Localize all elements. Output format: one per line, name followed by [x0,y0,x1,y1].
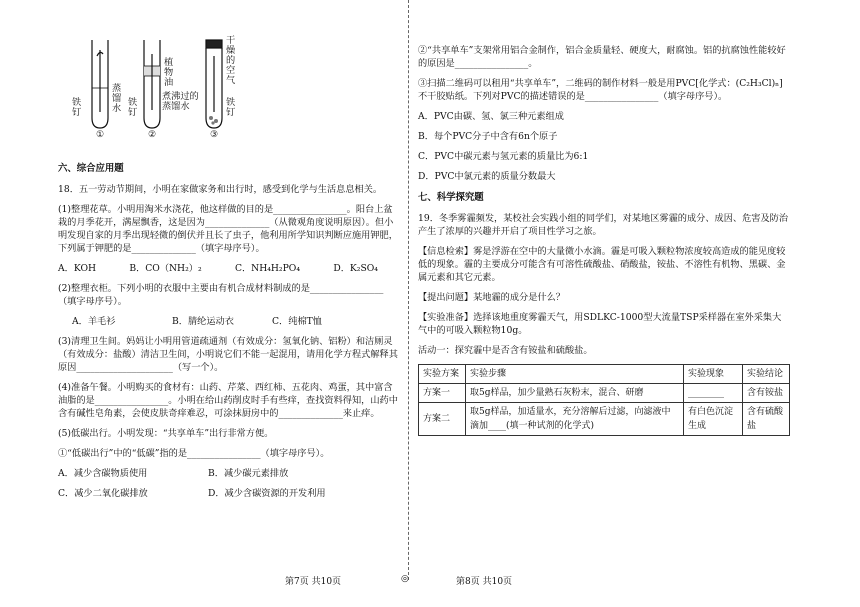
option-c: C．纯棉T恤 [272,316,322,327]
table-cell: 方案二 [419,403,466,436]
option-b: B．CO（NH₂）₂ [129,263,202,274]
experiment-table [418,364,790,436]
q19-prep: 【实验准备】选择该地重度雾霾天气，用SDLKC-1000型大流量TSP采样器在室外采集大气中的可吸入颗粒物10g。 [418,312,782,336]
label-nail-2: 铁 钉 [128,97,138,118]
table-row [419,384,790,403]
left-column [58,0,398,507]
q18-part5a-options-row1 [58,467,398,480]
label-distilled-water: 蒸 馏 水 [112,83,122,114]
table-header-row [419,365,790,384]
pvc-option-c: C．PVC中碳元素与氢元素的质量比为6:1 [418,151,589,162]
q18-part5a-options-row2 [58,487,398,500]
pvc-option-d: D．PVC中氯元素的质量分数最大 [418,171,556,182]
q18-part5: (5)低碳出行。小明发现：“共享单车”出行非常方便。 [58,428,274,439]
q18-part5c: ③扫描二维码可以租用“共享单车”，二维码的制作材料一般是用PVC[化学式：(C₂H₃Cl)ₙ]不干胶贴纸。下列对PVC的描述错误的是________________（填字母序号）。 [418,78,783,102]
option-a: A．羊毛衫 [72,316,116,327]
q18-part3: (3)清理卫生间。妈妈让小明用管道疏通剂（有效成分：氢氧化钠、铝粉）和洁厕灵（有效成分：盐酸）清洁卫生间，小明说它们不能一起混用，请用化学方程式解释其原因_____________________（写一个）。 [58,336,398,373]
label-nail-1: 铁 钉 [72,97,82,118]
footer-left-page: 第7页 共10页 [285,577,342,587]
label-tube-1: ① [96,129,105,140]
option-c: C．减少二氧化碳排放 [58,488,148,499]
q19-intro: 19．冬季雾霾频发，某校社会实践小组的同学们，对某地区雾霾的成分、成因、危害及防治产生了浓厚的兴趣并开启了项目性学习之旅。 [418,213,789,237]
q18-part2-options [58,315,398,328]
q18-part5a: ①“低碳出行”中的“低碳”指的是________________（填字母序号）。 [58,448,330,459]
tube-2 [144,40,160,128]
label-tube-2: ② [148,129,157,140]
label-dry-air: 干 燥 的 空 气 [226,35,236,86]
q19-activity1: 活动一：探究霾中是否含有铵盐和硫酸盐。 [418,345,593,356]
q19-info: 【信息检索】雾是浮游在空中的大量微小水滴。霾是可吸入颗粒物浓度较高造成的能见度较低的现象。霾的主要成分可能含有可溶性硫酸盐、硝酸盐，铵盐、不溶性有机物、黑碳、金属元素和其它元素。 [418,246,786,283]
section-7-heading: 七、科学探究题 [418,192,484,203]
table-cell: 取5g样品，加少量熟石灰粉末，混合、研磨 [466,384,684,403]
option-d: D．减少含碳资源的开发利用 [208,488,326,499]
q18-part4: (4)准备午餐。小明购买的食材有：山药、芹菜、西红柿、五花肉、鸡蛋，其中富含油脂的是________________。小明在给山药削皮时手有些痒，查找资料得知，山药中含有碱性皂角素，会使皮肤奇痒难忍，可涂抹厨房中的______________来止痒。 [58,382,398,419]
table-cell: 含有铵盐 [743,384,790,403]
q18-intro: 18．五一劳动节期间，小明在家做家务和出行时，感受到化学与生活息息相关。 [58,184,383,195]
pvc-option-b: B．每个PVC分子中含有6n个原子 [418,131,558,142]
table-cell: 含有硫酸盐 [743,403,790,436]
option-a: A．减少含碳物质使用 [58,468,148,479]
test-tube-figure [58,0,398,148]
label-tube-3: ③ [210,129,219,140]
table-row [419,403,790,436]
page-divider [408,0,409,580]
q18-part1-options [58,262,398,275]
label-veg-oil: 植 物 油 [164,57,174,88]
table-cell: 有白色沉淀生成 [684,403,743,436]
tube-1 [92,40,108,128]
right-column [418,44,790,436]
table-header: 实验结论 [743,365,790,384]
option-d: D．K₂SO₄ [333,263,378,274]
table-cell: 方案一 [419,384,466,403]
table-cell: ________ [684,384,743,403]
option-c: C．NH₄H₂PO₄ [234,263,301,274]
q19-question: 【提出问题】某地霾的成分是什么？ [418,292,565,303]
q18-part2: (2)整理衣柜。下列小明的衣服中主要由有机合成材料制成的是________________（填字母序号）。 [58,283,384,307]
label-boiled-water: 煮沸过的 蒸馏水 [162,91,199,112]
table-header: 实验方案 [419,365,466,384]
pvc-option-a: A．PVC由碳、氢、氯三种元素组成 [418,111,564,122]
table-cell: 取5g样品，加适量水，充分溶解后过滤，向滤液中滴加____(填一种试剂的化学式) [466,403,684,436]
q18-part5b: ②“共享单车”支架常用铝合金制作，铝合金质量轻、硬度大，耐腐蚀。铝的抗腐蚀性能较好的原因是________________。 [418,45,786,69]
footer-right-page: 第8页 共10页 [456,577,513,587]
option-b: B．减少碳元素排放 [208,468,289,479]
tube-3 [206,40,222,128]
section-6-heading: 六、综合应用题 [58,163,124,174]
label-nail-3: 铁 钉 [226,97,236,118]
table-header: 实验步骤 [466,365,684,384]
option-b: B．腈纶运动衣 [172,316,234,327]
footer-center-mark: ◎ [401,574,409,584]
table-header: 实验现象 [684,365,743,384]
option-a: A．KOH [58,263,96,274]
q18-part1: (1)整理花草。小明用淘米水浇花，他这样做的目的是________________。阳台上盆栽的月季花开，满屋飘香，这是因为______________（从微观角度说明原因）。但小明发现自家的月季出现轻微的倒伏并且长了虫子，他利用所学知识判断应施用钾肥，下列属于钾肥的是______________（填字母序号）。 [58,204,398,254]
